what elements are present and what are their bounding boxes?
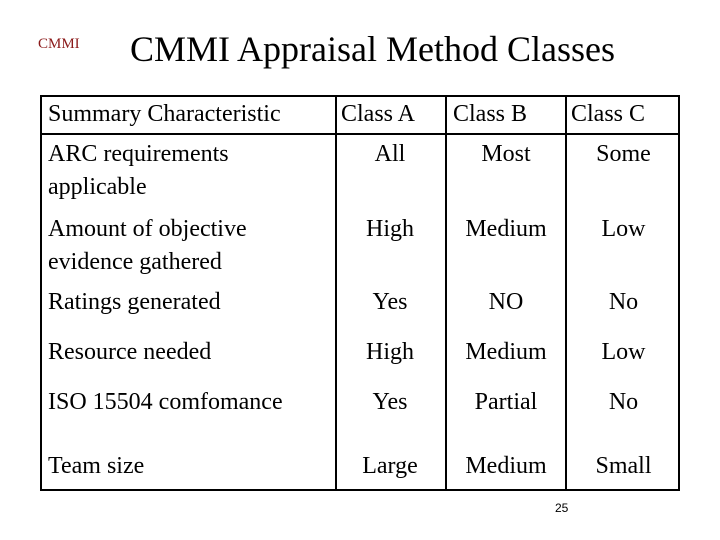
row-label: Amount of objective xyxy=(48,216,247,242)
table-header-class-b: Class B xyxy=(453,101,528,127)
row-label: evidence gathered xyxy=(48,249,222,275)
cell-class-a: All xyxy=(374,141,406,167)
cell-class-b: Partial xyxy=(474,389,538,415)
logo-text: CMMI xyxy=(38,36,80,52)
cell-class-b: Medium xyxy=(465,216,547,242)
cell-class-b: Medium xyxy=(465,453,547,479)
table-header-class-c: Class C xyxy=(571,101,646,127)
cell-class-a: Yes xyxy=(372,289,408,315)
cell-class-b: NO xyxy=(488,289,524,315)
row-label: ISO 15504 comfomance xyxy=(48,389,283,415)
cell-class-c: No xyxy=(608,289,639,315)
cell-class-c: Some xyxy=(596,141,651,167)
cell-class-a: High xyxy=(366,339,414,365)
cell-class-a: High xyxy=(366,216,414,242)
cell-class-c: Low xyxy=(601,216,646,242)
cell-class-c: No xyxy=(608,389,639,415)
row-label: Ratings generated xyxy=(48,289,221,315)
cell-class-c: Small xyxy=(595,453,652,479)
cell-class-a: Large xyxy=(362,453,418,479)
page-title: CMMI Appraisal Method Classes xyxy=(130,29,615,69)
cell-class-a: Yes xyxy=(372,389,408,415)
row-label: applicable xyxy=(48,174,147,200)
page-number: 25 xyxy=(555,501,569,515)
row-label: ARC requirements xyxy=(48,141,229,167)
cell-class-c: Low xyxy=(601,339,646,365)
table-header-class-a: Class A xyxy=(341,101,416,127)
row-label: Resource needed xyxy=(48,339,212,365)
cell-class-b: Medium xyxy=(465,339,547,365)
table-header-characteristic: Summary Characteristic xyxy=(48,101,281,127)
cell-class-b: Most xyxy=(481,141,531,167)
header-divider xyxy=(40,133,680,135)
row-label: Team size xyxy=(48,453,145,479)
